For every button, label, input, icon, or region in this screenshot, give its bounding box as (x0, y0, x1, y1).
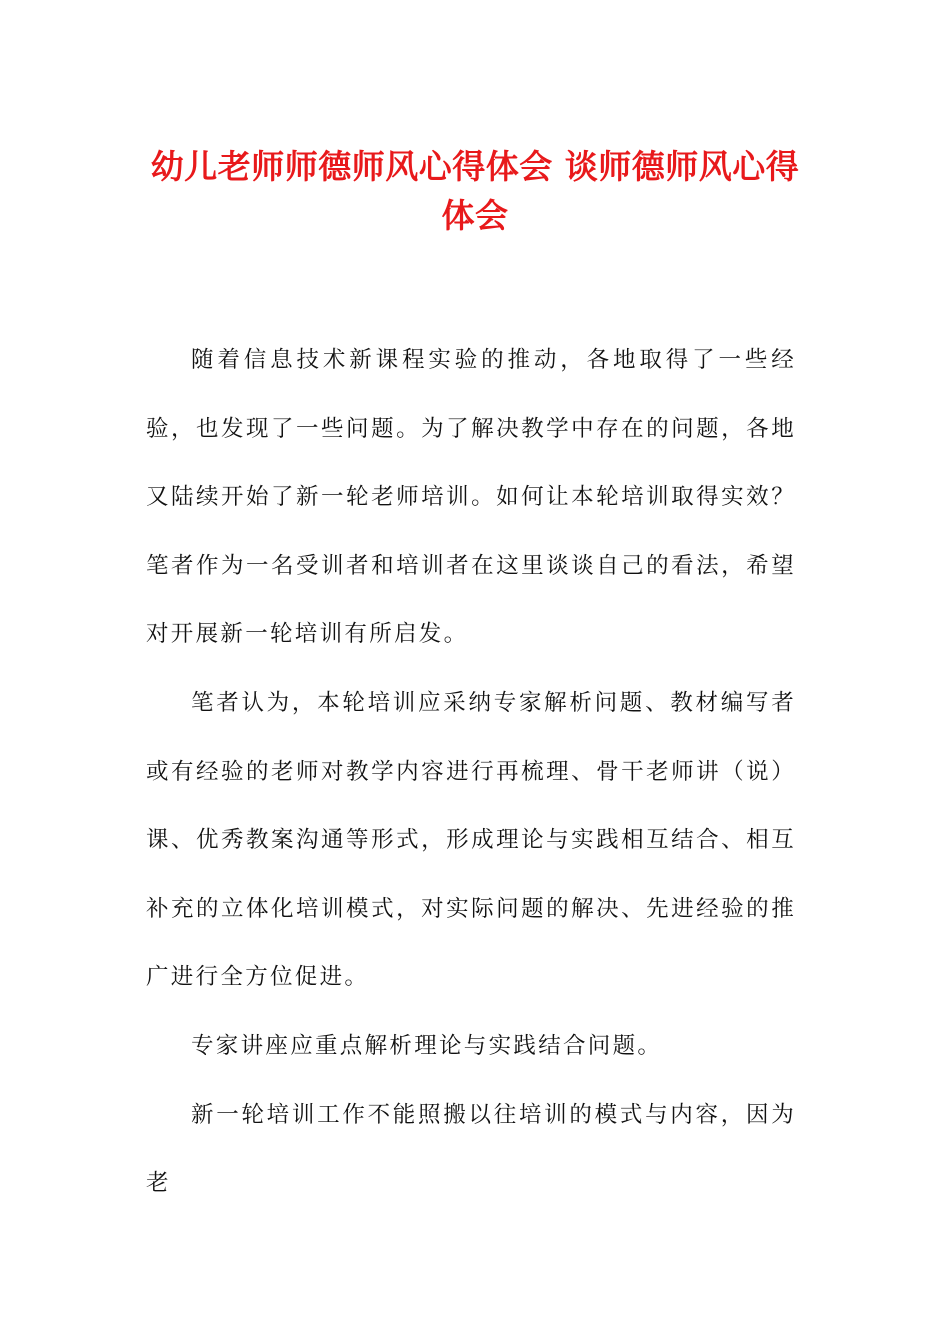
paragraph: 新一轮培训工作不能照搬以往培训的模式与内容，因为老 (146, 1101, 796, 1197)
paragraph: 笔者认为，本轮培训应采纳专家解析问题、教材编写者或有经验的老师对教学内容进行再梳理、骨干老师讲（说）课、优秀教案沟通等形式，形成理论与实践相互结合、相互补充的立体化培训模式，对实际问题的解决、先进经验的推广进行全方位促进。 (146, 689, 796, 991)
document-body (146, 326, 796, 1218)
paragraph: 随着信息技术新课程实验的推动，各地取得了一些经验，也发现了一些问题。为了解决教学中存在的问题，各地又陆续开始了新一轮老师培训。如何让本轮培训取得实效？笔者作为一名受训者和培训者在这里谈谈自己的看法，希望对开展新一轮培训有所启发。 (146, 347, 796, 648)
paragraph: 专家讲座应重点解析理论与实践结合问题。 (191, 1032, 663, 1059)
document-title: 幼儿老师师德师风心得体会 谈师德师风心得体会 (150, 147, 800, 235)
